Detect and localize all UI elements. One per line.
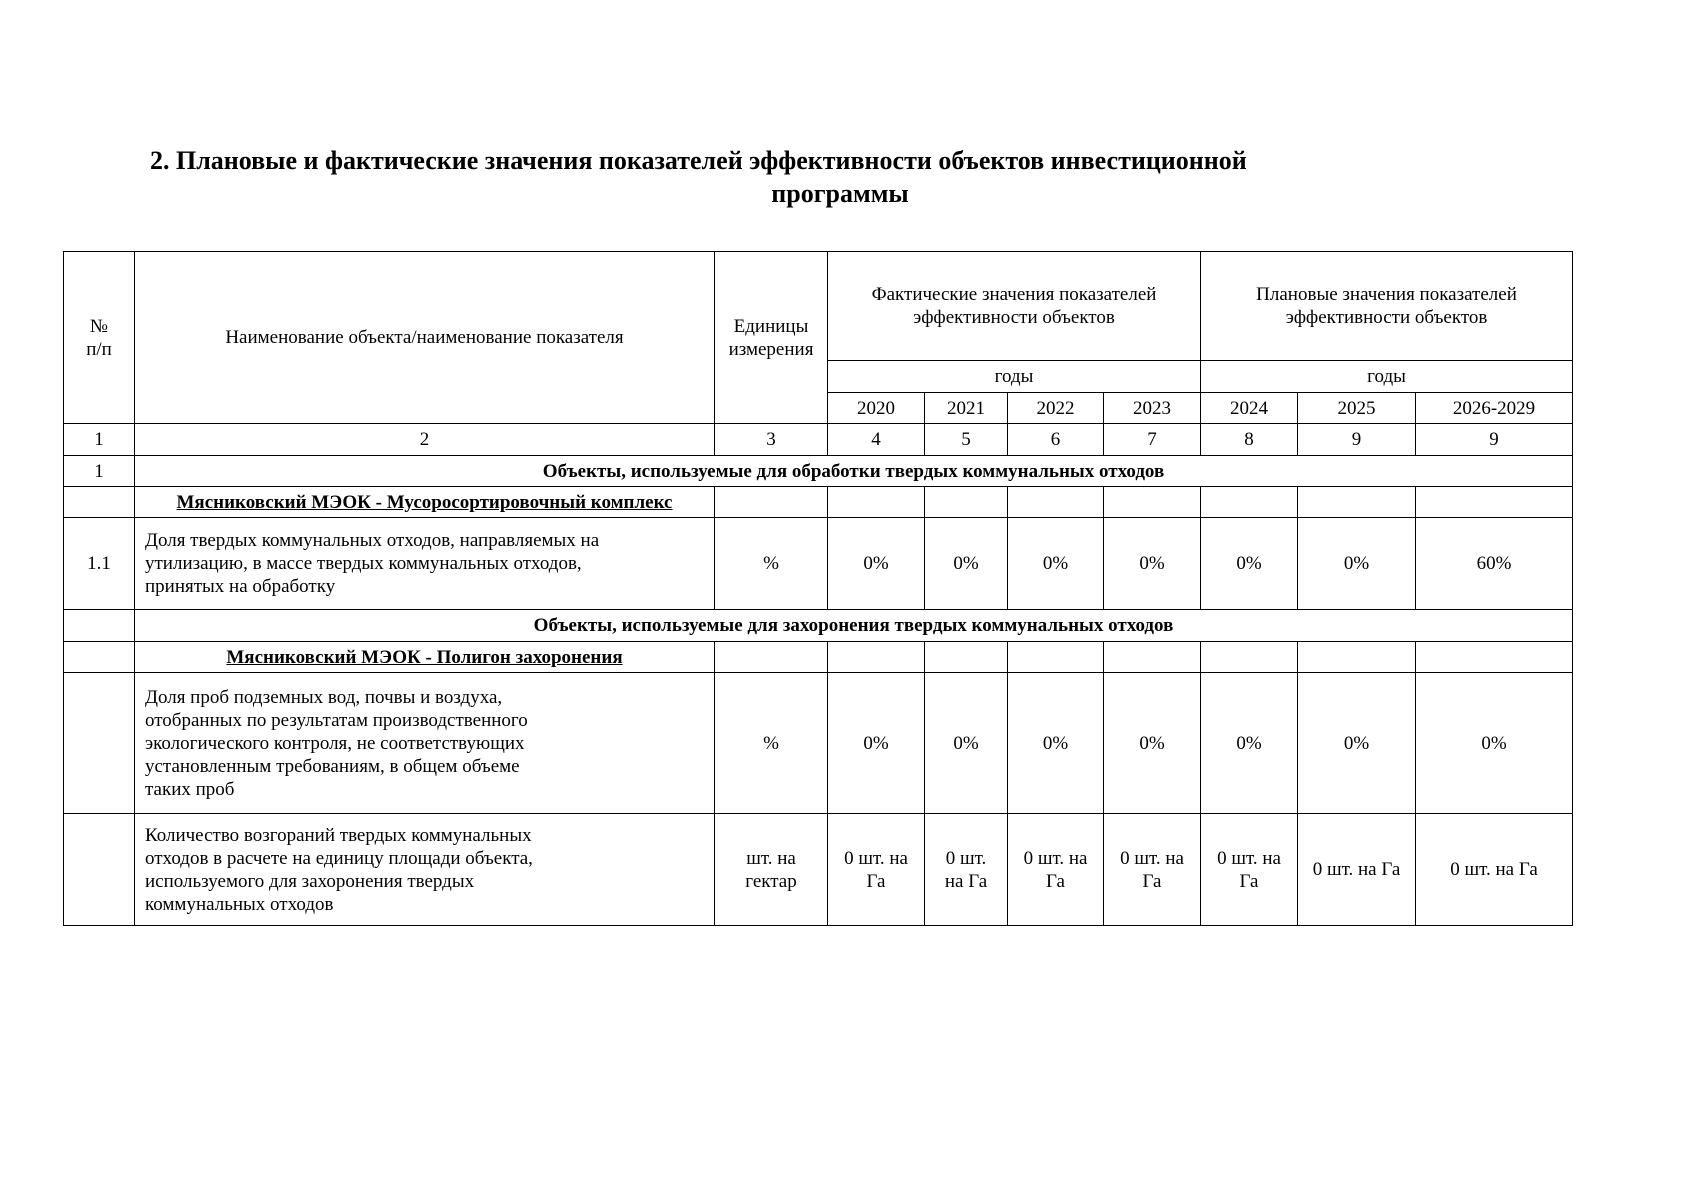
indicator-unit: % bbox=[715, 673, 828, 814]
column-number: 3 bbox=[715, 424, 828, 456]
indicator-num bbox=[64, 814, 135, 926]
indicator-value: 0% bbox=[1298, 518, 1416, 610]
indicator-value: 0% bbox=[1008, 673, 1104, 814]
indicator-name: Доля твердых коммунальных отходов, направляемых на утилизацию, в массе твердых коммунальных отходов, принятых на обработку bbox=[135, 518, 715, 610]
document-title bbox=[150, 144, 1530, 210]
column-number: 8 bbox=[1201, 424, 1298, 456]
indicator-unit: шт. на гектар bbox=[715, 814, 828, 926]
indicator-value: 0% bbox=[1201, 518, 1298, 610]
empty-cell bbox=[1201, 487, 1298, 518]
header-year: 2024 bbox=[1201, 393, 1298, 424]
section-title: Объекты, используемые для захоронения твердых коммунальных отходов bbox=[135, 610, 1573, 642]
indicator-value: 60% bbox=[1416, 518, 1573, 610]
object-name: Мясниковский МЭОК - Полигон захоронения bbox=[135, 642, 715, 673]
indicator-unit: % bbox=[715, 518, 828, 610]
header-year: 2026-2029 bbox=[1416, 393, 1573, 424]
empty-cell bbox=[828, 642, 925, 673]
column-number: 9 bbox=[1416, 424, 1573, 456]
indicator-value: 0 шт. на Га bbox=[1201, 814, 1298, 926]
empty-cell bbox=[715, 487, 828, 518]
column-numbers-row bbox=[64, 424, 1573, 456]
column-number: 4 bbox=[828, 424, 925, 456]
empty-cell bbox=[1416, 487, 1573, 518]
title-line-2: программы bbox=[771, 179, 909, 208]
column-number: 1 bbox=[64, 424, 135, 456]
empty-cell bbox=[715, 642, 828, 673]
indicator-value: 0% bbox=[1416, 673, 1573, 814]
indicator-value: 0 шт. на Га bbox=[925, 814, 1008, 926]
section-num: 1 bbox=[64, 456, 135, 487]
empty-cell bbox=[1104, 487, 1201, 518]
indicator-value: 0 шт. на Га bbox=[1416, 814, 1573, 926]
empty-cell bbox=[828, 487, 925, 518]
header-plan-years-label: годы bbox=[1201, 361, 1573, 393]
indicator-value: 0 шт. на Га bbox=[1104, 814, 1201, 926]
empty-cell bbox=[1201, 642, 1298, 673]
indicator-value: 0% bbox=[1201, 673, 1298, 814]
header-year: 2020 bbox=[828, 393, 925, 424]
header-actual-group: Фактические значения показателей эффективности объектов bbox=[828, 252, 1201, 361]
indicator-value: 0% bbox=[1298, 673, 1416, 814]
empty-cell bbox=[1008, 487, 1104, 518]
header-year: 2021 bbox=[925, 393, 1008, 424]
column-number: 7 bbox=[1104, 424, 1201, 456]
indicator-name: Количество возгораний твердых коммунальных отходов в расчете на единицу площади объекта, используемого для захоронения твердых коммунальных отходов bbox=[135, 814, 715, 926]
header-name: Наименование объекта/наименование показателя bbox=[135, 252, 715, 424]
indicator-value: 0 шт. на Га bbox=[1008, 814, 1104, 926]
indicator-num: 1.1 bbox=[64, 518, 135, 610]
header-year: 2023 bbox=[1104, 393, 1201, 424]
header-year: 2022 bbox=[1008, 393, 1104, 424]
empty-cell bbox=[1298, 642, 1416, 673]
column-number: 5 bbox=[925, 424, 1008, 456]
indicator-value: 0% bbox=[925, 673, 1008, 814]
indicator-value: 0% bbox=[1104, 518, 1201, 610]
object-row bbox=[64, 642, 1573, 673]
empty-cell bbox=[1104, 642, 1201, 673]
indicator-row bbox=[64, 518, 1573, 610]
empty-cell bbox=[1416, 642, 1573, 673]
header-year: 2025 bbox=[1298, 393, 1416, 424]
indicator-value: 0% bbox=[1008, 518, 1104, 610]
empty-cell bbox=[925, 642, 1008, 673]
indicator-value: 0 шт. на Га bbox=[828, 814, 925, 926]
indicator-value: 0% bbox=[828, 518, 925, 610]
indicator-value: 0% bbox=[828, 673, 925, 814]
indicator-value: 0% bbox=[925, 518, 1008, 610]
indicator-value: 0 шт. на Га bbox=[1298, 814, 1416, 926]
indicator-name: Доля проб подземных вод, почвы и воздуха, отобранных по результатам производственного экологического контроля, не соответствующих установленным требованиям, в общем объеме таких проб bbox=[135, 673, 715, 814]
section-row bbox=[64, 610, 1573, 642]
column-number: 9 bbox=[1298, 424, 1416, 456]
header-unit: Единицы измерения bbox=[715, 252, 828, 424]
section-num bbox=[64, 610, 135, 642]
empty-cell bbox=[64, 487, 135, 518]
empty-cell bbox=[1298, 487, 1416, 518]
indicator-row bbox=[64, 673, 1573, 814]
empty-cell bbox=[1008, 642, 1104, 673]
title-line-1: 2. Плановые и фактические значения показателей эффективности объектов инвестиционной bbox=[150, 146, 1247, 175]
indicator-row bbox=[64, 814, 1573, 926]
column-number: 2 bbox=[135, 424, 715, 456]
empty-cell bbox=[64, 642, 135, 673]
header-actual-years-label: годы bbox=[828, 361, 1201, 393]
object-name: Мясниковский МЭОК - Мусоросортировочный комплекс bbox=[135, 487, 715, 518]
section-title: Объекты, используемые для обработки твердых коммунальных отходов bbox=[135, 456, 1573, 487]
column-number: 6 bbox=[1008, 424, 1104, 456]
header-plan-group: Плановые значения показателей эффективности объектов bbox=[1201, 252, 1573, 361]
object-row bbox=[64, 487, 1573, 518]
section-row bbox=[64, 456, 1573, 487]
header-row-1 bbox=[64, 252, 1573, 361]
empty-cell bbox=[925, 487, 1008, 518]
header-num: № п/п bbox=[64, 252, 135, 424]
indicators-table bbox=[63, 251, 1573, 926]
indicator-num bbox=[64, 673, 135, 814]
indicator-value: 0% bbox=[1104, 673, 1201, 814]
